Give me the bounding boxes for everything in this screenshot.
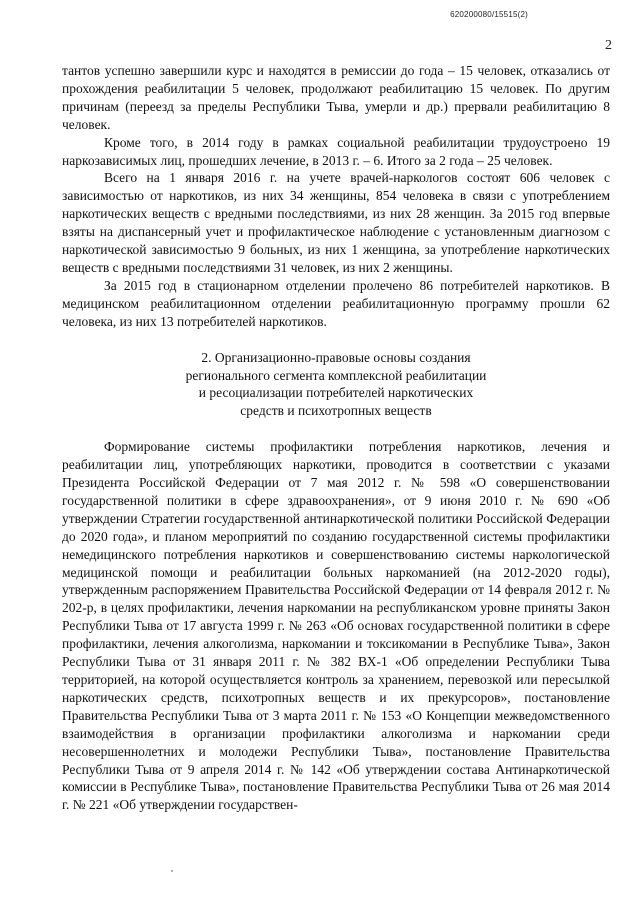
- paragraph-registered: Всего на 1 января 2016 г. на учете врачей-наркологов состоят 606 человек с зависимостью от наркотиков, из них 34 женщины, 854 человека в связи с употреблением наркотических веществ с вредными последствиями, из них 28 женщин. За 2015 год впервые взяты на диспансерный учет и профилактическое наблюдение с установленным диагнозом с наркотической зависимостью 9 больных, из них 1 женщина, за употребление наркотических веществ с вредными последствиями 31 человек, из них 2 женщины.: [62, 170, 610, 275]
- document-id: 620200080/15515(2): [450, 10, 528, 19]
- paragraph-inpatient: За 2015 год в стационарном отделении пролечено 86 потребителей наркотиков. В медицинском реабилитационном отделении реабилитационную программу прошли 62 человека, из них 13 потребителей наркотиков.: [62, 277, 610, 329]
- section-heading-line: регионального сегмента комплексной реабилитации: [185, 367, 487, 383]
- document-body: [62, 62, 610, 814]
- page-number: 2: [605, 38, 612, 53]
- section-heading-line: 2. Организационно-правовые основы создания: [201, 349, 471, 365]
- scan-speck: [171, 870, 173, 872]
- section-heading-line: средств и психотропных веществ: [240, 403, 432, 419]
- section-heading-line: и ресоциализации потребителей наркотических: [198, 385, 474, 401]
- paragraph-employment: Кроме того, в 2014 году в рамках социальной реабилитации трудоустроено 19 наркозависимых лиц, прошедших лечение, в 2013 г. – 6. Итого за 2 года – 25 человек.: [62, 134, 610, 168]
- paragraph-remission: тантов успешно завершили курс и находятся в ремиссии до года – 15 человек, отказались от прохождения реабилитации 5 человек, продолжают реабилитацию 15 человек. По другим причинам (переезд за пределы Республики Тыва, умерли и др.) прервали реабилитацию 8 человек.: [62, 63, 610, 132]
- section-heading: [62, 349, 610, 421]
- paragraph-legal-basis: Формирование системы профилактики потребления наркотиков, лечения и реабилитации лиц, употребляющих наркотики, проводится в соответствии с указами Президента Российской Федерации от 7 мая 2012 г. № 598 «О совершенствовании государственной политики в сфере здравоохранения», от 9 июня 2010 г. № 690 «Об утверждении Стратегии государственной антинаркотической политики Российской Федерации до 2020 года», и планом мероприятий по созданию государственной системы профилактики немедицинского потребления наркотиков и совершенствованию системы наркологической медицинской помощи и реабилитации больных наркоманией (на 2012-2020 годы), утвержденным распоряжением Правительства Российской Федерации от 14 февраля 2012 г. № 202-р, в целях профилактики, лечения наркомании на республиканском уровне приняты Закон Республики Тыва от 17 августа 1999 г. № 263 «Об основах государственной политики в сфере профилактики, лечения алкоголизма, наркомании и токсикомании в Республике Тыва», Закон Республики Тыва от 31 января 2011 г. № 382 ВХ-1 «Об определении Республики Тыва территорией, на которой осуществляется контроль за хранением, перевозкой или пересылкой наркотических средств, психотропных веществ и их прекурсоров», постановление Правительства Республики Тыва от 3 марта 2011 г. № 153 «О Концепции межведомственного взаимодействия в организации профилактики алкоголизма и наркомании среди несовершеннолетних и молодежи Республики Тыва», постановление Правительства Республики Тыва от 9 апреля 2014 г. № 142 «Об утверждении состава Антинаркотической комиссии в Республике Тыва», постановление Правительства Республики Тыва от 26 мая 2014 г. № 221 «Об утверждении государствен-: [62, 439, 610, 813]
